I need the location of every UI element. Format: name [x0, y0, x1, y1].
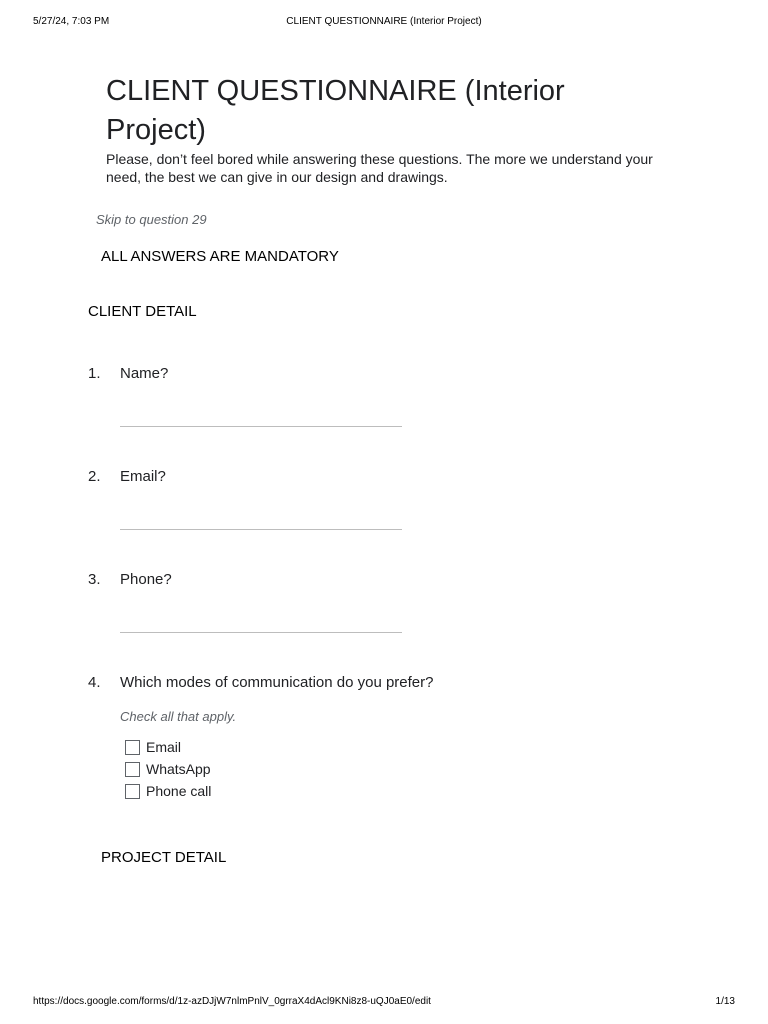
question-number: 4.	[88, 674, 101, 691]
question-communication-modes: Which modes of communication do you prefer?	[120, 674, 434, 691]
question-phone: Phone?	[120, 571, 172, 588]
skip-note: Skip to question 29	[96, 212, 207, 227]
print-datetime: 5/27/24, 7:03 PM	[33, 16, 110, 27]
option-phone-call[interactable]	[125, 782, 211, 800]
question-number: 3.	[88, 571, 101, 588]
question-email: Email?	[120, 468, 166, 485]
email-answer-field[interactable]	[120, 529, 402, 530]
option-label: Email	[146, 739, 182, 755]
option-label: WhatsApp	[146, 761, 211, 777]
option-label: Phone call	[146, 783, 212, 799]
checkbox-icon[interactable]	[125, 740, 140, 755]
mandatory-note: ALL ANSWERS ARE MANDATORY	[101, 248, 339, 265]
form-title: CLIENT QUESTIONNAIRE (Interior Project)	[106, 75, 565, 146]
form-description: Please, don’t feel bored while answering these questions. The more we understand your need, the best we can give in our design and drawings.	[106, 151, 653, 185]
print-doc-title: CLIENT QUESTIONNAIRE (Interior Project)	[286, 16, 482, 27]
checkbox-icon[interactable]	[125, 784, 140, 799]
print-page-number: 1/13	[715, 996, 735, 1007]
check-all-hint: Check all that apply.	[120, 709, 237, 724]
option-email[interactable]	[125, 738, 181, 756]
name-answer-field[interactable]	[120, 426, 402, 427]
question-number: 2.	[88, 468, 101, 485]
option-whatsapp[interactable]	[125, 760, 211, 778]
phone-answer-field[interactable]	[120, 632, 402, 633]
checkbox-icon[interactable]	[125, 762, 140, 777]
section-title-project-detail: PROJECT DETAIL	[101, 849, 227, 866]
question-number: 1.	[88, 365, 101, 382]
question-name: Name?	[120, 365, 169, 382]
section-title-client-detail: CLIENT DETAIL	[88, 303, 197, 320]
print-url: https://docs.google.com/forms/d/1z-azDJjW7nlmPnlV_0grraX4dAcl9KNi8z8-uQJ0aE0/edit	[33, 996, 431, 1007]
